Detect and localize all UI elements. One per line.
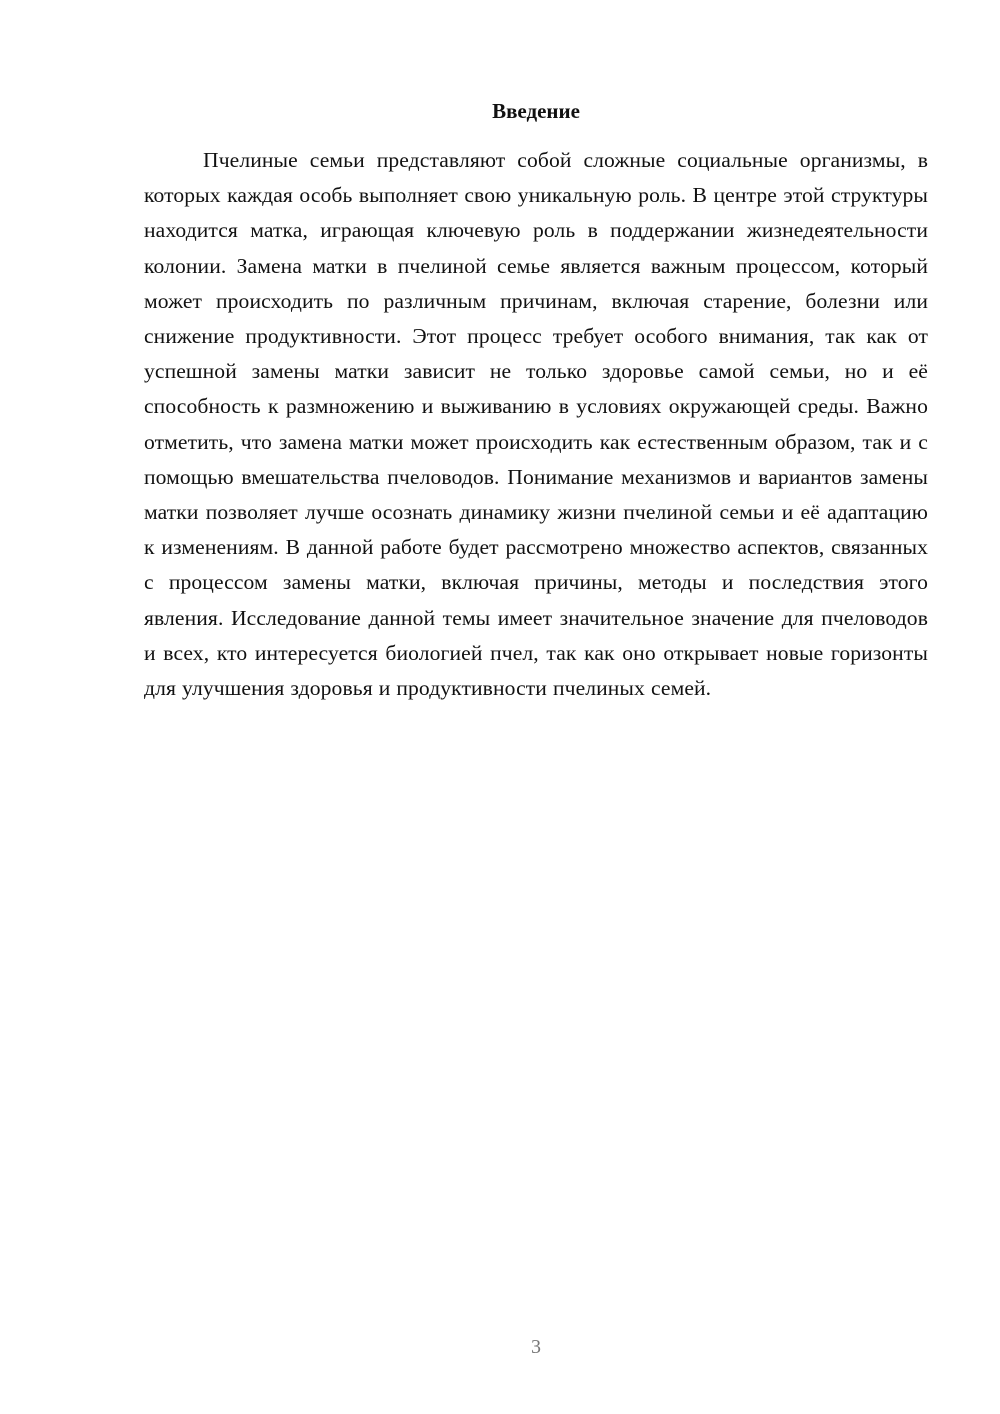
section-title: Введение <box>492 99 580 123</box>
page-number: 3 <box>531 1336 541 1358</box>
introduction-paragraph: Пчелиные семьи представляют собой сложные социальные организмы, в которых каждая особь выполняет свою уникальную роль. В центре этой структуры находится матка, играющая ключевую роль в поддержании жизнедеятельности колонии. Замена матки в пчелиной семье является важным процессом, который может происходить по различным причинам, включая старение, болезни или снижение продуктивности. Этот процесс требует особого внимания, так как от успешной замены матки зависит не только здоровье самой семьи, но и её способность к размножению и выживанию в условиях окружающей среды. Важно отметить, что замена матки может происходить как естественным образом, так и с помощью вмешательства пчеловодов. Понимание механизмов и вариантов замены матки позволяет лучше осознать динамику жизни пчелиной семьи и её адаптацию к изменениям. В данной работе будет рассмотрено множество аспектов, связанных с процессом замены матки, включая причины, методы и последствия этого явления. Исследование данной темы имеет значительное значение для пчеловодов и всех, кто интересуется биологией пчел, так как оно открывает новые горизонты для улучшения здоровья и продуктивности пчелиных семей. <box>144 148 928 701</box>
